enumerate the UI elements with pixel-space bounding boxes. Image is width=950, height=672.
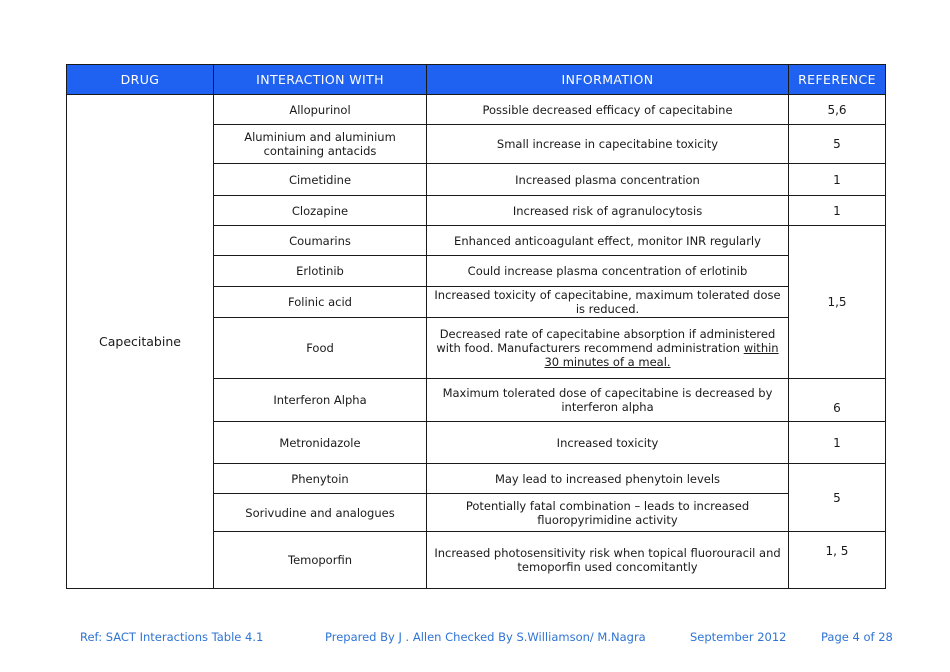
- information-cell: Increased risk of agranulocytosis: [427, 196, 789, 226]
- reference-cell: 5: [789, 464, 886, 532]
- header-row: [67, 65, 886, 95]
- interaction-cell: Clozapine: [214, 196, 427, 226]
- interaction-cell: Folinic acid: [214, 287, 427, 318]
- information-cell: Enhanced anticoagulant effect, monitor INR regularly: [427, 226, 789, 256]
- interaction-cell: Sorivudine and analogues: [214, 494, 427, 532]
- information-cell: Possible decreased efficacy of capecitabine: [427, 95, 789, 125]
- interaction-cell: Aluminium and aluminium containing antacids: [214, 125, 427, 164]
- reference-cell: 6: [789, 379, 886, 422]
- interaction-cell: Allopurinol: [214, 95, 427, 125]
- interaction-cell: Metronidazole: [214, 422, 427, 464]
- interaction-cell: Cimetidine: [214, 164, 427, 196]
- interaction-cell: Erlotinib: [214, 256, 427, 287]
- header-reference: REFERENCE: [789, 65, 886, 95]
- drug-cell: Capecitabine: [67, 95, 214, 589]
- information-cell: Increased toxicity of capecitabine, maximum tolerated dose is reduced.: [427, 287, 789, 318]
- information-cell: Increased toxicity: [427, 422, 789, 464]
- reference-cell: 1: [789, 422, 886, 464]
- information-underlined-text: within 30 minutes of a meal.: [544, 341, 779, 369]
- interaction-cell: Interferon Alpha: [214, 379, 427, 422]
- information-cell: Potentially fatal combination – leads to increased fluoropyrimidine activity: [427, 494, 789, 532]
- information-cell: [427, 318, 789, 379]
- header-interaction: INTERACTION WITH: [214, 65, 427, 95]
- interaction-cell: Coumarins: [214, 226, 427, 256]
- interaction-cell: Temoporfin: [214, 532, 427, 589]
- information-cell: Increased plasma concentration: [427, 164, 789, 196]
- information-text: Decreased rate of capecitabine absorption if administered with food. Manufacturers recommend administration: [436, 327, 776, 355]
- reference-cell: 1: [789, 196, 886, 226]
- header-drug: DRUG: [67, 65, 214, 95]
- header-information: INFORMATION: [427, 65, 789, 95]
- information-cell: Small increase in capecitabine toxicity: [427, 125, 789, 164]
- reference-cell: 1, 5: [789, 532, 886, 589]
- table-row: [67, 95, 886, 125]
- reference-cell: 5,6: [789, 95, 886, 125]
- footer-prepared-by: Prepared By J . Allen Checked By S.Williamson/ M.Nagra: [325, 630, 646, 644]
- information-cell: May lead to increased phenytoin levels: [427, 464, 789, 494]
- interactions-table: [66, 64, 886, 589]
- information-cell: Could increase plasma concentration of erlotinib: [427, 256, 789, 287]
- reference-cell: 5: [789, 125, 886, 164]
- information-cell: Increased photosensitivity risk when topical fluorouracil and temoporfin used concomitantly: [427, 532, 789, 589]
- interaction-cell: Phenytoin: [214, 464, 427, 494]
- reference-cell: 1: [789, 164, 886, 196]
- information-cell: Maximum tolerated dose of capecitabine is decreased by interferon alpha: [427, 379, 789, 422]
- footer-page-number: Page 4 of 28: [821, 630, 893, 644]
- footer-ref: Ref: SACT Interactions Table 4.1: [80, 630, 264, 644]
- interaction-cell: Food: [214, 318, 427, 379]
- footer-date: September 2012: [690, 630, 787, 644]
- reference-cell: 1,5: [789, 226, 886, 379]
